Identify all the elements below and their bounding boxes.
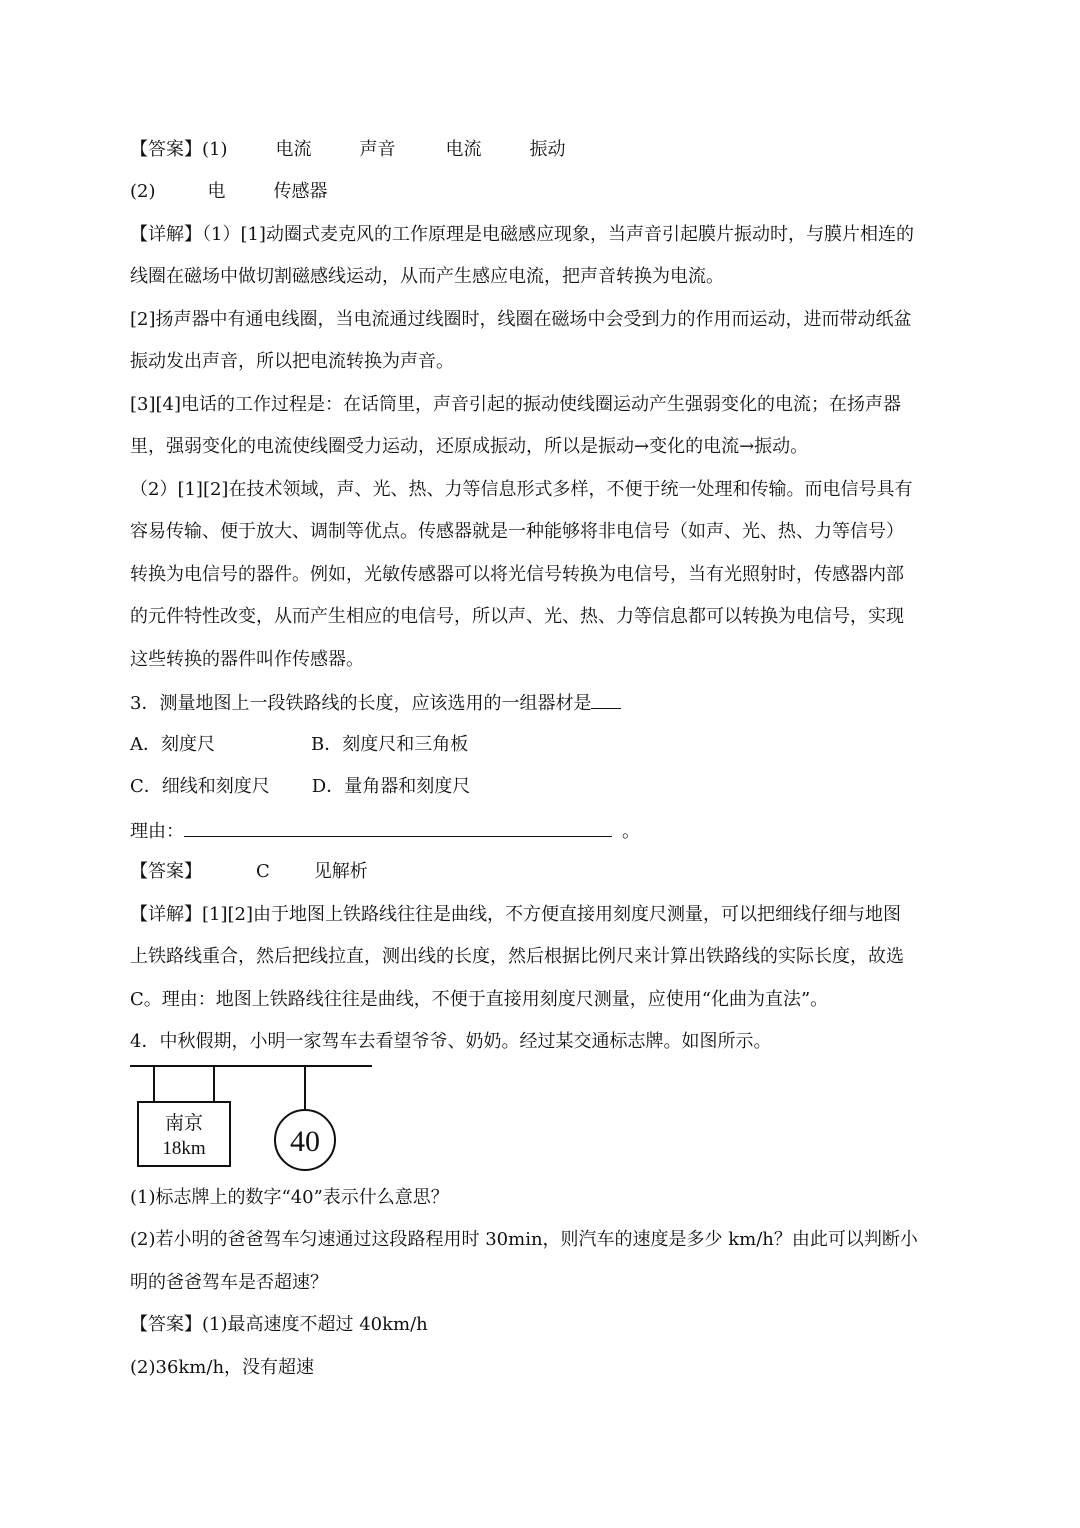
q2-detail-p4-l1: （2）[1][2]在技术领域，声、光、热、力等信息形式多样，不便于统一处理和传输。而电信号具有 xyxy=(130,479,913,500)
answer-note: 见解析 xyxy=(313,861,368,882)
detail-label: 【详解】 xyxy=(130,904,202,925)
detail-text: （1）[1]动圈式麦克风的工作原理是电磁感应现象，当声音引起膜片振动时，与膜片相连的 xyxy=(202,224,914,245)
answer-blank-5: 电 xyxy=(207,181,226,202)
option-c: C．细线和刻度尺 xyxy=(130,776,270,797)
q2-detail-p2-l2: 振动发出声音，所以把电流转换为声音。 xyxy=(130,351,454,372)
q3-answer xyxy=(130,860,368,884)
q2-detail-p1-l2: 线圈在磁场中做切割磁感线运动，从而产生感应电流，把声音转换为电流。 xyxy=(130,266,724,287)
q3-question xyxy=(130,690,621,716)
answer-blank-4: 振动 xyxy=(529,139,566,160)
q3-options-row1 xyxy=(130,733,468,757)
reason-label: 理由： xyxy=(130,821,184,842)
answer-part-1: (1) xyxy=(202,139,228,160)
answer-blank-2: 声音 xyxy=(359,139,396,160)
q4-answer-line2: (2)36km/h，没有超速 xyxy=(130,1357,315,1378)
q2-detail-p3-l1: [3][4]电话的工作过程是：在话筒里，声音引起的振动使线圈运动产生强弱变化的电流；在扬声器 xyxy=(130,394,901,415)
q3-detail-l1 xyxy=(130,903,901,927)
q2-detail-p2-l1: [2]扬声器中有通电线圈，当电流通过线圈时，线圈在磁场中会受到力的作用而运动，进而带动纸盆 xyxy=(130,309,912,330)
q4-sub2-l2: 明的爸爸驾车是否超速？ xyxy=(130,1272,328,1293)
answer-blank xyxy=(591,690,621,709)
sign-distance: 18km xyxy=(162,1138,206,1159)
answer-label: 【答案】 xyxy=(130,139,202,160)
q2-answer-line2 xyxy=(130,180,328,204)
option-a: A．刻度尺 xyxy=(130,734,215,755)
answer-label: 【答案】 xyxy=(130,861,202,882)
reason-blank xyxy=(184,818,612,837)
q4-answer-line1 xyxy=(130,1313,428,1337)
option-b: B．刻度尺和三角板 xyxy=(311,734,469,755)
q2-detail-p3-l2: 里，强弱变化的电流使线圈受力运动，还原成振动，所以是振动→变化的电流→振动。 xyxy=(130,436,809,457)
q2-detail-p1-l1 xyxy=(130,223,914,247)
option-d: D．量角器和刻度尺 xyxy=(311,776,471,797)
speed-limit-value: 40 xyxy=(290,1125,320,1158)
question-text: 3．测量地图上一段铁路线的长度，应该选用的一组器材是 xyxy=(130,693,592,714)
answer-choice: C xyxy=(256,861,270,882)
answer-part-2: (2) xyxy=(130,181,156,202)
reason-end: 。 xyxy=(622,821,640,842)
q4-sub1: (1)标志牌上的数字“40”表示什么意思？ xyxy=(130,1187,449,1208)
answer-blank-1: 电流 xyxy=(275,139,312,160)
q2-detail-p4-l3: 转换为电信号的器件。例如，光敏传感器可以将光信号转换为电信号，当有光照射时，传感器内部 xyxy=(130,564,904,585)
q4-sub2-l1: (2)若小明的爸爸驾车匀速通过这段路程用时 30min，则汽车的速度是多少 km/h？由此可以判断小 xyxy=(130,1229,918,1250)
answer-blank-3: 电流 xyxy=(445,139,482,160)
q4-question: 4．中秋假期，小明一家驾车去看望爷爷、奶奶。经过某交通标志牌。如图所示。 xyxy=(130,1031,772,1052)
q2-detail-p4-l2: 容易传输、便于放大、调制等优点。传感器就是一种能够将非电信号（如声、光、热、力等信号） xyxy=(130,521,904,542)
answer-blank-6: 传感器 xyxy=(273,181,328,202)
q3-detail-l2: 上铁路线重合，然后把线拉直，测出线的长度，然后根据比例尺来计算出铁路线的实际长度，故选 xyxy=(130,946,904,967)
q2-detail-p4-l4: 的元件特性改变，从而产生相应的电信号，所以声、光、热、力等信息都可以转换为电信号，实现 xyxy=(130,606,904,627)
sign-city: 南京 xyxy=(164,1112,204,1134)
q3-detail-l3: C。理由：地图上铁路线往往是曲线，不便于直接用刻度尺测量，应使用“化曲为直法”。 xyxy=(130,989,829,1010)
answer-label: 【答案】 xyxy=(130,1314,202,1335)
answer-1: (1)最高速度不超过 40km/h xyxy=(202,1314,428,1335)
traffic-sign-figure xyxy=(128,1062,378,1172)
q3-reason xyxy=(130,818,640,844)
q3-options-row2 xyxy=(130,775,470,799)
q2-answer-line1 xyxy=(130,138,566,162)
detail-label: 【详解】 xyxy=(130,224,202,245)
detail-text: [1][2]由于地图上铁路线往往是曲线，不方便直接用刻度尺测量，可以把细线仔细与地图 xyxy=(202,904,901,925)
q2-detail-p4-l5: 这些转换的器件叫作传感器。 xyxy=(130,649,364,670)
